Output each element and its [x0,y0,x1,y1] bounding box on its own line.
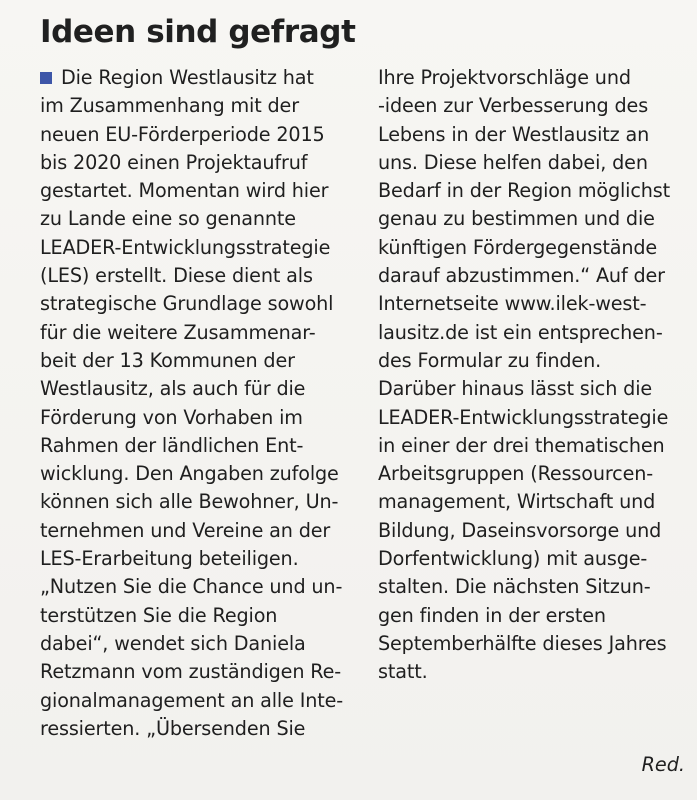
article-headline: Ideen sind gefragt [40,14,356,50]
author-signature: Red. [641,753,685,776]
column-line: gestartet. Momentan wird hier [40,179,329,203]
article-column-left [40,64,362,743]
column-line: künftigen Fördergegenstände [378,235,658,259]
column-line: genau zu bestimmen und die [378,207,655,231]
column-line: zu Lande eine so genannte [40,207,296,231]
column-line: LEADER-Entwicklungsstrategie [40,235,331,259]
column-line: „Nutzen Sie die Chance und un- [40,575,343,599]
column-line: gionalmanagement an alle Inte- [40,688,344,712]
column-line: Lebens in der Westlausitz an [378,122,650,146]
column-line: Internetseite www.ilek-west- [378,292,647,316]
column-line: lausitz.de ist ein entsprechen- [378,320,663,344]
column-line: in einer der drei thematischen [378,433,665,457]
column-line: Ihre Projektvorschläge und [378,66,631,89]
column-line: Dorfentwicklung) mit ausge- [378,547,648,571]
column-line: Förderung von Vorhaben im [40,405,303,429]
column-line: Retzmann vom zuständigen Re- [40,660,342,684]
column-line: LES-Erarbeitung beteiligen. [40,547,299,571]
column-line: ternehmen und Vereine an der [40,518,331,542]
article-column-right [378,64,690,687]
column-line: für die weitere Zusammenar- [40,320,316,344]
column-line: dabei“, wendet sich Daniela [40,631,306,655]
column-line: darauf abzustimmen.“ Auf der [378,264,665,288]
column-line: (LES) erstellt. Diese dient als [40,264,313,288]
column-line [40,64,362,92]
column-line: neuen EU-Förderperiode 2015 [40,122,325,146]
column-line: Arbeitsgruppen (Ressourcen- [378,462,654,486]
column-line: Bedarf in der Region möglichst [378,179,670,203]
column-line: im Zusammenhang mit der [40,94,299,118]
column-line: LEADER-Entwicklungsstrategie [378,405,669,429]
column-line: können sich alle Bewohner, Un- [40,490,339,514]
column-line: ressierten. „Übersenden Sie [40,716,306,740]
column-line: Westlausitz, als auch für die [40,377,306,401]
column-line: Rahmen der ländlichen Ent- [40,433,304,457]
column-line: bis 2020 einen Projektaufruf [40,150,308,174]
column-line-text: Die Region Westlausitz hat [61,66,314,89]
column-line: terstützen Sie die Region [40,603,278,627]
column-line: statt. [378,660,428,684]
paragraph-marker-square [40,72,52,84]
column-line: gen finden in der ersten [378,603,606,627]
column-line: strategische Grundlage sowohl [40,292,334,316]
column-line: stalten. Die nächsten Sitzun- [378,575,651,599]
column-line: uns. Diese helfen dabei, den [378,150,648,174]
column-line: Bildung, Daseinsvorsorge und [378,518,662,542]
column-line: Darüber hinaus lässt sich die [378,377,653,401]
column-line: -ideen zur Verbesserung des [378,94,649,118]
column-line: des Formular zu finden. [378,348,602,372]
column-line: Septemberhälfte dieses Jahres [378,631,667,655]
column-line: beit der 13 Kommunen der [40,348,295,372]
column-line: management, Wirtschaft und [378,490,656,514]
column-line: wicklung. Den Angaben zufolge [40,462,339,486]
